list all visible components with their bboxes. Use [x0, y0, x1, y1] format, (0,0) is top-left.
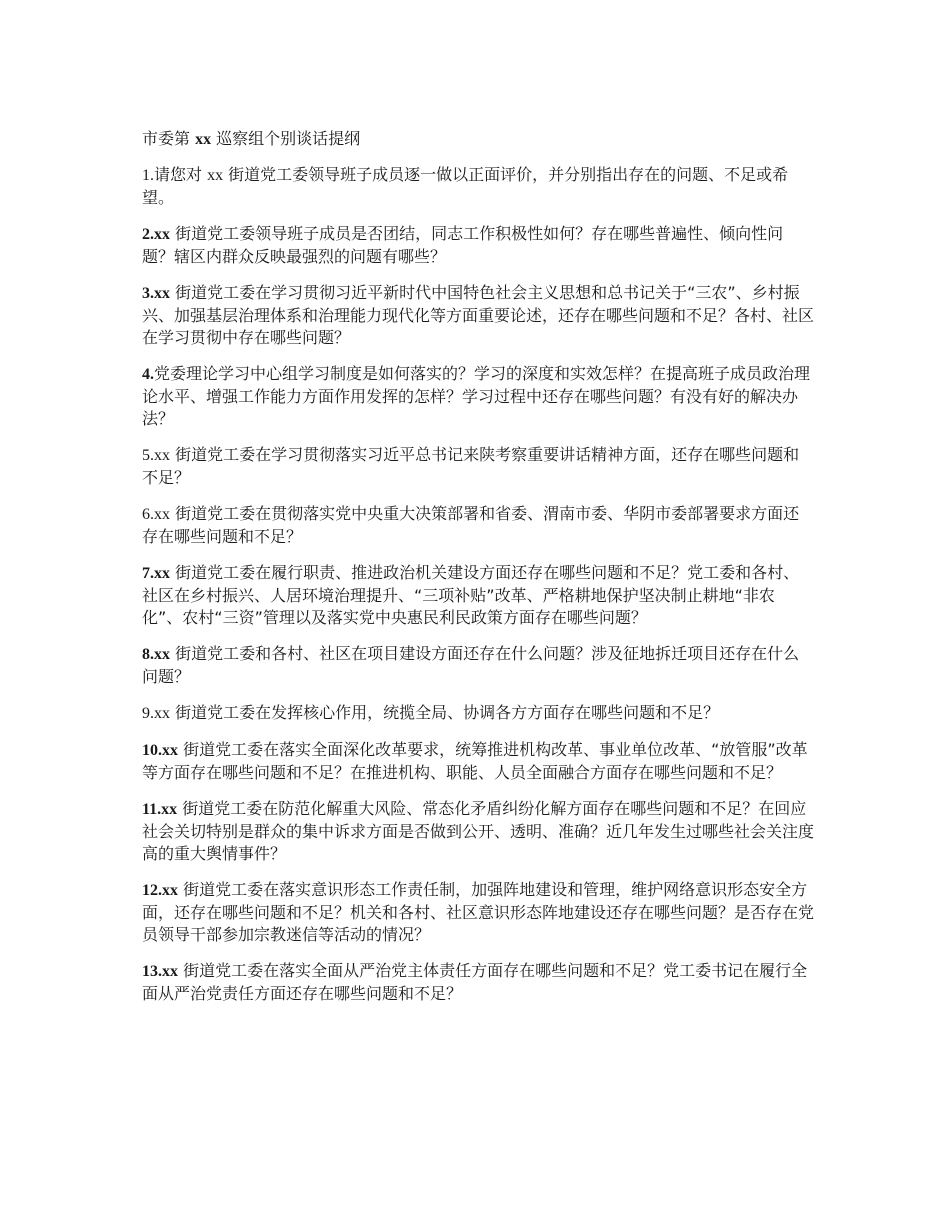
question-xx: xx: [162, 882, 178, 899]
question-number: 10.: [142, 742, 162, 759]
question-text: 街道党工委在学习贯彻落实习近平总书记来陕考察重要讲话精神方面，还存在哪些问题和不足？: [142, 445, 800, 487]
question-item-12: [142, 879, 814, 946]
question-number: 4.: [142, 366, 154, 383]
question-number: 8.: [142, 646, 154, 663]
question-text: 街道党工委在学习贯彻习近平新时代中国特色社会主义思想和总书记关于“三农”、乡村振兴、加强基层治理体系和治理能力现代化等方面重要论述，还存在哪些问题和不足？各村、社区在学习贯彻中存在哪些问题？: [142, 283, 815, 347]
question-number: 7.: [142, 565, 154, 582]
question-item-2: [142, 223, 814, 268]
question-number: 5.: [142, 447, 154, 464]
question-text: 街道党工委在发挥核心作用，统揽全局、协调各方方面存在哪些问题和不足？: [170, 703, 720, 722]
question-xx: xx: [154, 646, 170, 663]
question-item-5: [142, 444, 814, 489]
question-text: 街道党工委在落实全面从严治党主体责任方面存在哪些问题和不足？党工委书记在履行全面从严治党责任方面还存在哪些问题和不足？: [142, 961, 808, 1003]
question-number: 11.: [142, 801, 162, 818]
question-xx: xx: [154, 285, 170, 302]
question-item-8: [142, 643, 814, 688]
question-text: 街道党工委在落实意识形态工作责任制，加强阵地建设和管理，维护网络意识形态安全方面，还存在哪些问题和不足？机关和各村、社区意识形态阵地建设还存在哪些问题？是否存在党员领导干部参加宗教迷信等活动的情况？: [142, 880, 815, 944]
question-item-7: [142, 562, 814, 629]
question-number: 12.: [142, 882, 162, 899]
question-text: 街道党工委在履行职责、推进政治机关建设方面还存在哪些问题和不足？党工委和各村、社区在乡村振兴、人居环境治理提升、“三项补贴”改革、严格耕地保护坚决制止耕地“非农化”、农村“三资”管理以及落实党中央惠民利民政策方面存在哪些问题？: [142, 563, 800, 627]
document-body: [142, 128, 814, 1019]
question-item-13: [142, 960, 814, 1005]
question-number: 6.: [142, 506, 154, 523]
question-text: 街道党工委在贯彻落实党中央重大决策部署和省委、渭南市委、华阴市委部署要求方面还存在哪些问题和不足？: [142, 504, 800, 546]
question-item-3: [142, 282, 814, 349]
question-item-9: [142, 702, 814, 725]
question-xx: xx: [154, 705, 170, 722]
question-xx: xx: [162, 742, 178, 759]
question-item-11: [142, 798, 814, 865]
question-xx: xx: [154, 226, 170, 243]
question-item-6: [142, 503, 814, 548]
question-number: 13.: [142, 963, 162, 980]
question-text: 街道党工委领导班子成员逐一做以正面评价，并分别指出存在的问题、不足或希望。: [142, 165, 789, 207]
question-text: 街道党工委在防范化解重大风险、常态化矛盾纠纷化解方面存在哪些问题和不足？在回应社会关切特别是群众的集中诉求方面是否做到公开、透明、准确？近几年发生过哪些社会关注度高的重大舆情事件？: [142, 799, 815, 863]
question-item-10: [142, 739, 814, 784]
question-number: 9.: [142, 705, 154, 722]
question-text: 党委理论学习中心组学习制度是如何落实的？学习的深度和实效怎样？在提高班子成员政治理论水平、增强工作能力方面作用发挥的怎样？学习过程中还存在哪些问题？有没有好的解决办法？: [142, 364, 811, 428]
question-text: 街道党工委在落实全面深化改革要求，统筹推进机构改革、事业单位改革、“放管服”改革等方面存在哪些问题和不足？在推进机构、职能、人员全面融合方面存在哪些问题和不足？: [142, 740, 808, 782]
question-xx: xx: [207, 167, 224, 184]
question-text: 街道党工委领导班子成员是否团结，同志工作积极性如何？存在哪些普遍性、倾向性问题？辖区内群众反映最强烈的问题有哪些？: [142, 224, 784, 266]
question-prefix: 请您对: [154, 165, 208, 184]
question-xx: xx: [154, 447, 170, 464]
question-xx: xx: [161, 801, 178, 818]
question-item-4: [142, 363, 814, 430]
title-suffix: 巡察组个别谈话提纲: [211, 129, 361, 148]
title-xx: xx: [195, 131, 212, 148]
document-title: [142, 128, 814, 151]
question-number: 1.: [142, 167, 154, 184]
question-xx: xx: [162, 963, 178, 980]
question-item-1: [142, 164, 814, 209]
question-number: 2.: [142, 226, 154, 243]
question-xx: xx: [154, 506, 170, 523]
question-xx: xx: [154, 565, 170, 582]
question-text: 街道党工委和各村、社区在项目建设方面还存在什么问题？涉及征地拆迁项目还存在什么问题？: [142, 644, 800, 686]
title-prefix: 市委第: [142, 129, 196, 148]
question-number: 3.: [142, 285, 154, 302]
